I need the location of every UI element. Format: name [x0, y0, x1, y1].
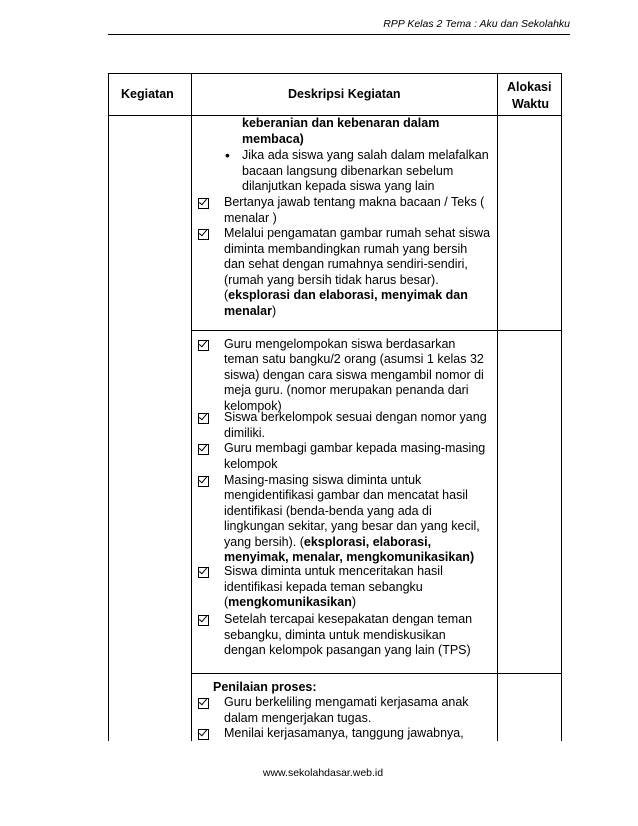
checklist-text: Guru mengelompokan siswa berdasarkan: [224, 337, 456, 351]
column-header-kegiatan: Kegiatan: [121, 87, 174, 101]
column-header-deskripsi: Deskripsi Kegiatan: [288, 87, 401, 101]
checkbox-icon: [198, 728, 209, 744]
checklist-text: Siswa berkelompok sesuai dengan nomor yang: [224, 410, 487, 424]
bullet-text: bacaan langsung dibenarkan sebelum: [242, 164, 454, 178]
checklist-text: dimiliki.: [224, 426, 265, 440]
checkbox-icon: [198, 443, 209, 459]
checkbox-icon: [198, 228, 209, 244]
column-header-waktu: Waktu: [512, 97, 550, 111]
page-header: RPP Kelas 2 Tema : Aku dan Sekolahku: [383, 18, 570, 30]
column-header-alokasi: Alokasi: [507, 80, 552, 94]
checklist-text: menalar ): [224, 211, 277, 225]
checklist-text: mengidentifikasi gambar dan mencatat hasil: [224, 488, 468, 502]
checkbox-icon: [198, 412, 209, 428]
col-divider-1: [191, 73, 192, 741]
checklist-text: identifikasi (benda-benda yang ada di: [224, 504, 432, 518]
checkbox-icon: [198, 566, 209, 582]
row-divider-2: [191, 673, 562, 674]
checklist-text: meja guru. (nomor merupakan penanda dari: [224, 383, 469, 397]
checklist-text: kelompok: [224, 457, 278, 471]
checklist-text-mixed: yang bersih). (eksplorasi, elaborasi,: [224, 535, 432, 549]
checklist-text: Guru membagi gambar kepada masing-masing: [224, 441, 486, 455]
checklist-text: diminta membandingkan rumah yang bersih: [224, 242, 468, 256]
checklist-text: Bertanya jawab tentang makna bacaan / Teks (: [224, 195, 485, 209]
checklist-text: (rumah yang bersih tidak harus besar).: [224, 273, 439, 287]
checkbox-icon: [198, 475, 209, 491]
checklist-text: teman satu bangku/2 orang (asumsi 1 kelas 32: [224, 352, 484, 366]
bullet-icon: •: [225, 147, 230, 163]
continued-line: keberanian dan kebenaran dalam: [242, 116, 440, 130]
checkbox-icon: [198, 697, 209, 713]
checkbox-icon: [198, 197, 209, 213]
checklist-text: Siswa diminta untuk menceritakan hasil: [224, 564, 443, 578]
continued-line: membaca): [242, 132, 304, 146]
checklist-text: identifikasi kepada teman sebangku: [224, 580, 423, 594]
page-footer: www.sekolahdasar.web.id: [262, 767, 384, 779]
checklist-text: dengan kelompok pasangan yang lain (TPS): [224, 643, 471, 657]
checklist-text: sebangku, diminta untuk mendiskusikan: [224, 628, 446, 642]
checklist-text-mixed: (mengkomunikasikan): [224, 595, 356, 609]
row-divider-1: [191, 330, 562, 331]
checklist-text: Guru berkeliling mengamati kerjasama anak: [224, 695, 469, 709]
checklist-text: Setelah tercapai kesepakatan dengan teman: [224, 612, 473, 626]
checklist-text: lingkungan sekitar, yang besar dan yang kecil,: [224, 519, 480, 533]
col-divider-2: [497, 73, 498, 741]
checklist-text: Menilai kerjasamanya, tanggung jawabnya,: [224, 726, 464, 740]
checklist-text: kelompok): [224, 399, 282, 413]
checklist-text: dalam mengerjakan tugas.: [224, 711, 372, 725]
checklist-text-mixed: menalar): [224, 304, 277, 318]
checklist-text: Melalui pengamatan gambar rumah sehat siswa: [224, 226, 491, 240]
section-title: Penilaian proses:: [213, 680, 317, 694]
checklist-text: Masing-masing siswa diminta untuk: [224, 473, 422, 487]
checklist-text: menyimak, menalar, mengkomunikasikan): [224, 550, 475, 564]
bullet-text: Jika ada siswa yang salah dalam melafalkan: [242, 148, 489, 162]
checkbox-icon: [198, 614, 209, 630]
checklist-text: siswa) dengan cara siswa mengambil nomor di: [224, 368, 484, 382]
bullet-text: dilanjutkan kepada siswa yang lain: [242, 179, 435, 193]
checkbox-icon: [198, 339, 209, 355]
checklist-text-mixed: (eksplorasi dan elaborasi, menyimak dan: [224, 288, 468, 302]
checklist-text: dan sehat dengan rumahnya sendiri-sendiri,: [224, 257, 468, 271]
header-rule: [108, 34, 570, 35]
